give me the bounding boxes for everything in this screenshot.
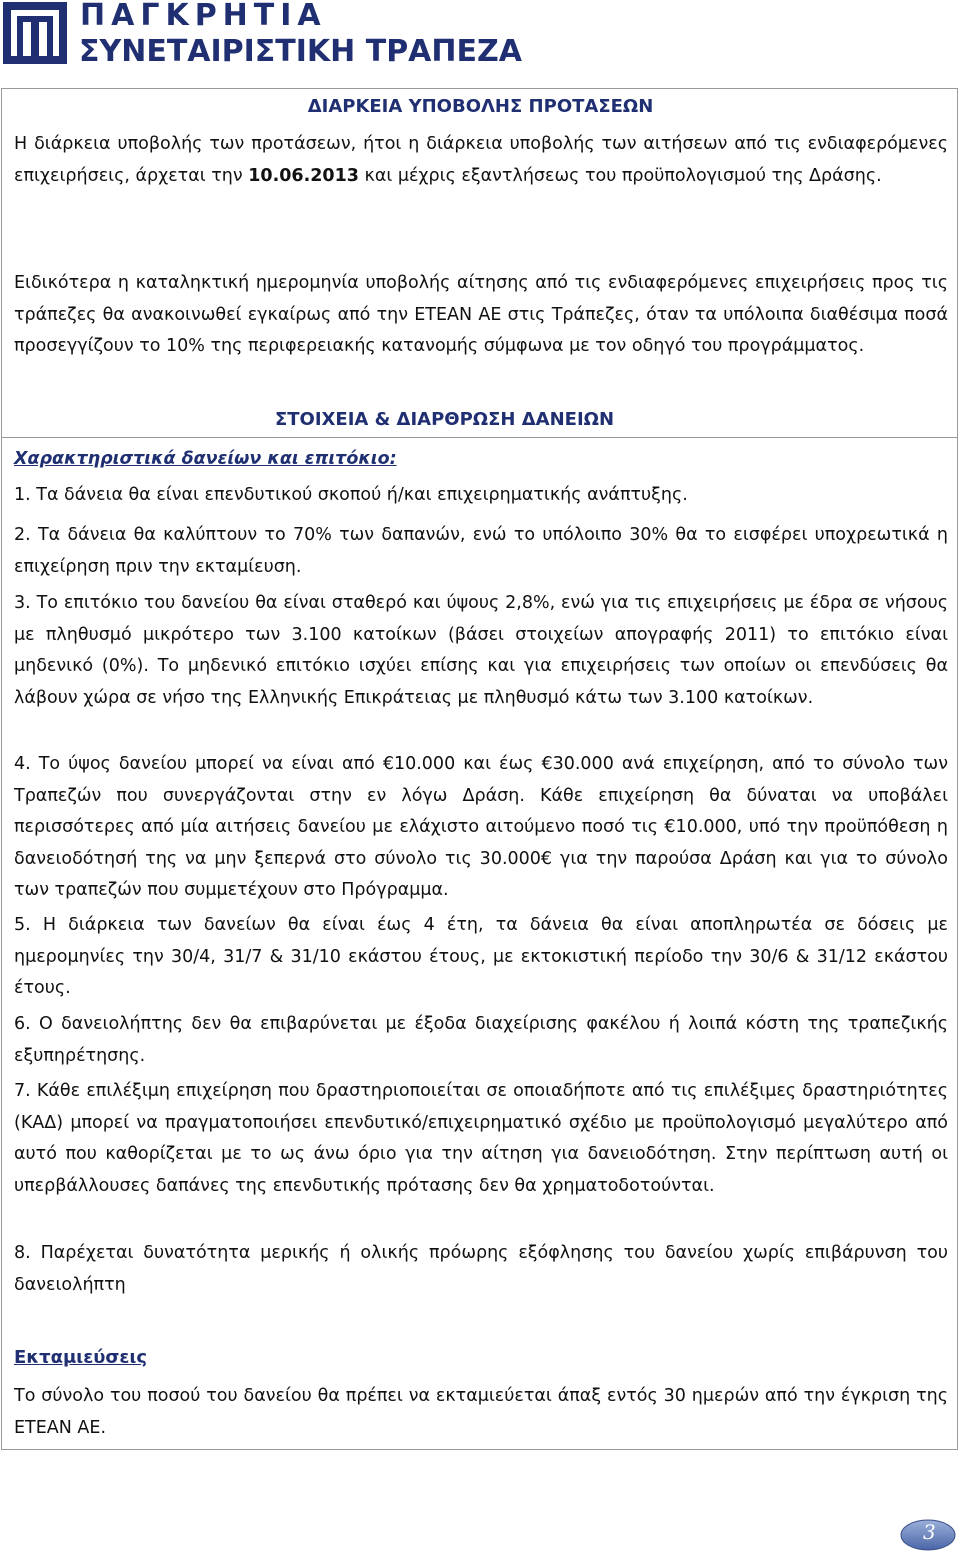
list-item-7: 7. Κάθε επιλέξιμη επιχείρηση που δραστηριοποιείται σε οποιαδήποτε από τις επιλέξιμες δραστηριότητες (ΚΑΔ) μπορεί να πραγματοποιήσει επενδυτικό/επιχειρηματικό σχέδιο με προϋπολογισμό μεγαλύτερο από αυτό που καθορίζεται με το ως άνω όριο για την αίτηση για δανειοδότηση. Στην περίπτωση αυτή οι υπερβάλλουσες δαπάνες της επενδυτικής πρότασης δεν θα χρηματοδοτούνται.: [14, 1081, 948, 1196]
section1-paragraph1: [14, 129, 948, 192]
p1-date: 10.06.2013: [248, 165, 359, 186]
p1-text-before: Η διάρκεια υποβολής των προτάσεων, ήτοι η διάρκεια υποβολής των αιτήσεων από τις ενδιαφερόμενες επιχειρήσεις, άρχεται την: [14, 134, 948, 186]
section2-title: ΣΤΟΙΧΕΙΑ & ΔΙΑΡΘΡΩΣΗ ΔΑΝΕΙΩΝ: [274, 409, 615, 430]
section1-title: ΔΙΑΡΚΕΙΑ ΥΠΟΒΟΛΗΣ ΠΡΟΤΑΣΕΩΝ: [307, 96, 654, 117]
bank-name-line1: ΠΑΓΚΡΗΤΙΑ: [80, 0, 327, 33]
section2-subtitle: Χαρακτηριστικά δανείων και επιτόκιο:: [14, 449, 397, 469]
list-item-2: 2. Τα δάνεια θα καλύπτουν το 70% των δαπανών, ενώ το υπόλοιπο 30% θα το εισφέρει υποχρεωτικά η επιχείρηση πριν την εκταμίευση.: [14, 525, 948, 577]
list-item-3: 3. Το επιτόκιο του δανείου θα είναι σταθερό και ύψους 2,8%, ενώ για τις επιχειρήσεις με έδρα σε νήσους με πληθυσμό μικρότερο των 3.100 κατοίκων (βάσει στοιχείων απογραφής 2011) το επιτόκιο είναι μηδενικό (0%). Το μηδενικό επιτόκιο ισχύει επίσης και για επιχειρήσεις των οποίων οι επενδύσεις θα λάβουν χώρα σε νήσο της Ελληνικής Επικράτειας με πληθυσμό κάτω των 3.100 κατοίκων.: [14, 593, 948, 708]
disbursements-title: Εκταμιεύσεις: [14, 1347, 148, 1368]
section-loan-details: [1, 409, 958, 1450]
p1-text-after: και μέχρις εξαντλήσεως του προϋπολογισμού της Δράσης.: [358, 165, 882, 186]
bank-name-line2: ΣΥΝΕΤΑΙΡΙΣΤΙΚΗ ΤΡΑΠΕΖΑ: [79, 34, 522, 69]
section1-paragraph2: Ειδικότερα η καταληκτική ημερομηνία υποβολής αίτησης από τις ενδιαφερόμενες επιχειρήσεις προς τις τράπεζες θα ανακοινωθεί εγκαίρως από την ΕΤΕΑΝ ΑΕ στις Τράπεζες, όταν τα υπόλοιπα διαθέσιμα ποσά προσεγγίζουν το 10% της περιφερειακής κατανομής σύμφωνα με τον οδηγό του προγράμματος.: [14, 273, 948, 356]
page-number: 3: [923, 1520, 936, 1544]
disbursements-text: Το σύνολο του ποσού του δανείου θα πρέπει να εκταμιεύεται άπαξ εντός 30 ημερών από την έγκριση της ΕΤΕΑΝ ΑΕ.: [14, 1386, 948, 1438]
list-item-5: 5. Η διάρκεια των δανείων θα είναι έως 4 έτη, τα δάνεια θα είναι αποπληρωτέα σε δόσεις με ημερομηνίες την 30/4, 31/7 & 31/10 εκάστου έτους, με εκτοκιστική περίοδο την 30/6 & 31/12 εκάστου έτους.: [14, 915, 948, 998]
bank-logo-icon: [3, 2, 67, 64]
header: [0, 0, 960, 80]
section-submission-period: [1, 88, 958, 438]
list-item-4: 4. Το ύψος δανείου μπορεί να είναι από €10.000 και έως €30.000 ανά επιχείρηση, από το σύνολο των Τραπεζών που συνεργάζονται στην εν λόγω Δράση. Κάθε επιχείρηση θα δύναται να υποβάλει περισσότερες από μία αιτήσεις δανείου με ελάχιστο αιτούμενο ποσό τις €10.000, υπό την προϋπόθεση η δανειοδότησή της να μην ξεπερνά στο σύνολο τις 30.000€ για την παρούσα Δράση και για το σύνολο των τραπεζών που συμμετέχουν στο Πρόγραμμα.: [14, 754, 948, 900]
list-item-6: 6. Ο δανειολήπτης δεν θα επιβαρύνεται με έξοδα διαχείρισης φακέλου ή λοιπά κόστη της τραπεζικής εξυπηρέτησης.: [14, 1014, 948, 1066]
list-item-1: 1. Τα δάνεια θα είναι επενδυτικού σκοπού ή/και επιχειρηματικής ανάπτυξης.: [14, 485, 688, 505]
list-item-8: 8. Παρέχεται δυνατότητα μερικής ή ολικής πρόωρης εξόφλησης του δανείου χωρίς επιβάρυνση του δανειολήπτη: [14, 1243, 948, 1295]
